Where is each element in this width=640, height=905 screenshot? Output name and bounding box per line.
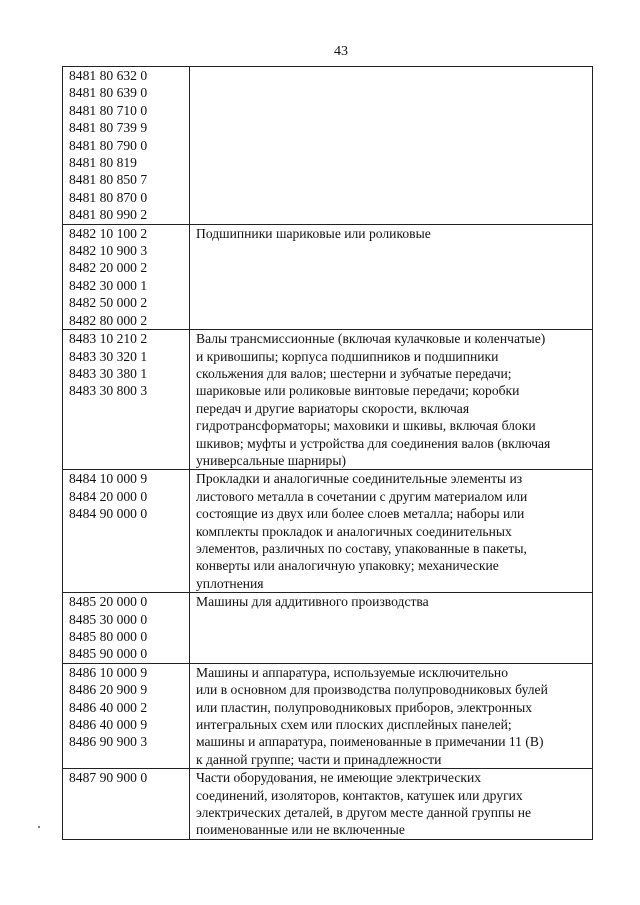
tariff-code: 8485 20 000 0 [69, 594, 148, 610]
tariff-code: 8483 30 380 1 [69, 365, 148, 381]
tariff-code: 8483 30 320 1 [69, 348, 148, 364]
tariff-code: 8487 90 900 0 [69, 770, 148, 786]
goods-description: Прокладки и аналогичные соединительные элементы из листового металла в сочетании с другим материалом или состоящие из двух или более слоев металла; наборы или комплекты прокладок и аналогичных соединительных элементов, различных по составу, упакованные в пакеты, конверты или аналогичную упаковку; механические уплотнения [196, 471, 528, 591]
table-row [63, 224, 593, 329]
tariff-code: 8481 80 870 0 [69, 189, 148, 205]
tariff-code: 8482 50 000 2 [69, 295, 148, 311]
tariff-code: 8482 80 000 2 [69, 312, 148, 328]
code-cell [63, 593, 190, 664]
goods-description: Части оборудования, не имеющие электрических соединений, изоляторов, контактов, катушек или других электрических деталей, в другом месте данной группы не поименованные или не включенные [196, 770, 532, 838]
description-cell [190, 470, 593, 593]
tariff-code: 8483 10 210 2 [69, 331, 148, 347]
code-cell [63, 470, 190, 593]
code-cell [63, 769, 190, 840]
tariff-code: 8486 90 900 3 [69, 734, 148, 750]
table-row [63, 663, 593, 768]
tariff-code: 8481 80 850 7 [69, 172, 148, 188]
tariff-code: 8481 80 990 2 [69, 207, 148, 223]
goods-description: Машины для аддитивного производства [196, 594, 429, 610]
tariff-code: 8481 80 739 9 [69, 120, 148, 136]
code-cell [63, 224, 190, 329]
goods-description: Подшипники шариковые или роликовые [196, 225, 431, 241]
code-cell [63, 330, 190, 470]
tariff-code: 8484 10 000 9 [69, 471, 148, 487]
tariff-code: 8481 80 710 0 [69, 102, 148, 118]
tariff-code: 8486 40 000 2 [69, 699, 148, 715]
tariff-code: 8486 20 900 9 [69, 682, 148, 698]
description-cell [190, 593, 593, 664]
tariff-code: 8486 10 000 9 [69, 664, 148, 680]
tariff-code: 8485 90 000 0 [69, 646, 148, 662]
table-row [63, 593, 593, 664]
tariff-code: 8482 20 000 2 [69, 260, 148, 276]
tariff-code: 8485 30 000 0 [69, 611, 148, 627]
table-row [63, 769, 593, 840]
code-cell [63, 67, 190, 225]
tariff-code: 8483 30 800 3 [69, 383, 148, 399]
description-cell [190, 769, 593, 840]
customs-codes-table [62, 66, 593, 840]
table-row [63, 470, 593, 593]
description-cell [190, 67, 593, 225]
description-cell [190, 330, 593, 470]
description-cell [190, 224, 593, 329]
tariff-code: 8481 80 819 [69, 155, 137, 171]
goods-description: Валы трансмиссионные (включая кулачковые и коленчатые) и кривошипы; корпуса подшипников и подшипники скольжения для валов; шестерни и зубчатые передачи; шариковые или роликовые винтовые передачи; коробки передач и другие вариаторы скорости, включая гидротрансформаторы; маховики и шкивы, включая блоки шкивов; муфты и устройства для соединения валов (включая универсальные шарниры) [196, 331, 551, 468]
tariff-code: 8484 90 000 0 [69, 506, 148, 522]
tariff-code: 8481 80 632 0 [69, 68, 148, 83]
tariff-code: 8485 80 000 0 [69, 629, 148, 644]
table-row [63, 330, 593, 470]
table-body [63, 67, 593, 840]
description-cell [190, 663, 593, 768]
tariff-code: 8482 10 100 2 [69, 225, 148, 241]
tariff-code: 8484 20 000 0 [69, 488, 148, 504]
table-row [63, 67, 593, 225]
goods-description: Машины и аппаратура, используемые исключительно или в основном для производства полупроводниковых булей или пластин, полупроводниковых приборов, электронных интегральных схем или плоских дисплейных панелей; машины и аппаратура, поименованные в примечании 11 (В) к данной группе; части и принадлежности [196, 664, 548, 767]
scan-speck [38, 826, 40, 828]
page-number: 43 [334, 44, 348, 59]
tariff-code: 8482 10 900 3 [69, 243, 148, 259]
tariff-code: 8481 80 639 0 [69, 85, 148, 101]
tariff-code: 8486 40 000 9 [69, 717, 148, 733]
tariff-code: 8481 80 790 0 [69, 137, 148, 153]
tariff-code: 8482 30 000 1 [69, 277, 148, 293]
code-cell [63, 663, 190, 768]
